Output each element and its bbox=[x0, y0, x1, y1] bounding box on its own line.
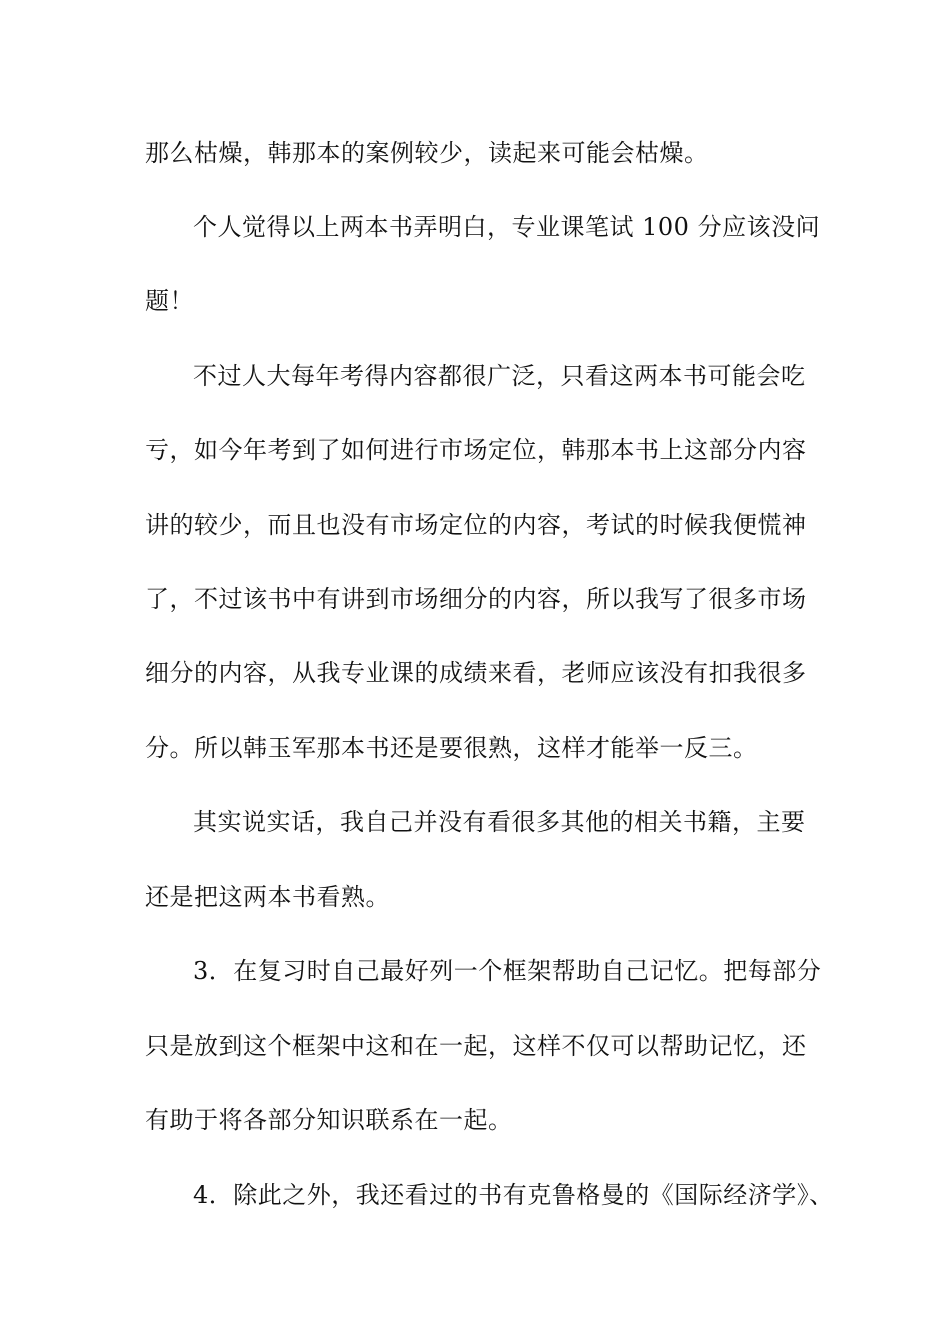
text-line: 题！ bbox=[145, 287, 194, 315]
text-line: 细分的内容，从我专业课的成绩来看，老师应该没有扣我很多 bbox=[145, 659, 807, 687]
paragraph-start-line: 3．在复习时自己最好列一个框架帮助自己记忆。把每部分 bbox=[193, 957, 822, 985]
paragraph-start-line: 4．除此之外，我还看过的书有克鲁格曼的《国际经济学》、 bbox=[193, 1181, 834, 1209]
paragraph-start-line: 不过人大每年考得内容都很广泛，只看这两本书可能会吃 bbox=[193, 362, 806, 390]
text-line: 分。所以韩玉军那本书还是要很熟，这样才能举一反三。 bbox=[145, 734, 758, 762]
paragraph-start-line: 其实说实话，我自己并没有看很多其他的相关书籍，主要 bbox=[193, 808, 806, 836]
text-line: 还是把这两本书看熟。 bbox=[145, 883, 390, 911]
text-line: 那么枯燥，韩那本的案例较少，读起来可能会枯燥。 bbox=[145, 139, 709, 167]
text-line: 了，不过该书中有讲到市场细分的内容，所以我写了很多市场 bbox=[145, 585, 807, 613]
text-line: 有助于将各部分知识联系在一起。 bbox=[145, 1106, 513, 1134]
text-line: 亏，如今年考到了如何进行市场定位，韩那本书上这部分内容 bbox=[145, 436, 807, 464]
paragraph-start-line: 个人觉得以上两本书弄明白，专业课笔试 100 分应该没问 bbox=[193, 213, 821, 241]
text-line: 只是放到这个框架中这和在一起，这样不仅可以帮助记忆，还 bbox=[145, 1032, 807, 1060]
text-line: 讲的较少，而且也没有市场定位的内容，考试的时候我便慌神 bbox=[145, 511, 807, 539]
